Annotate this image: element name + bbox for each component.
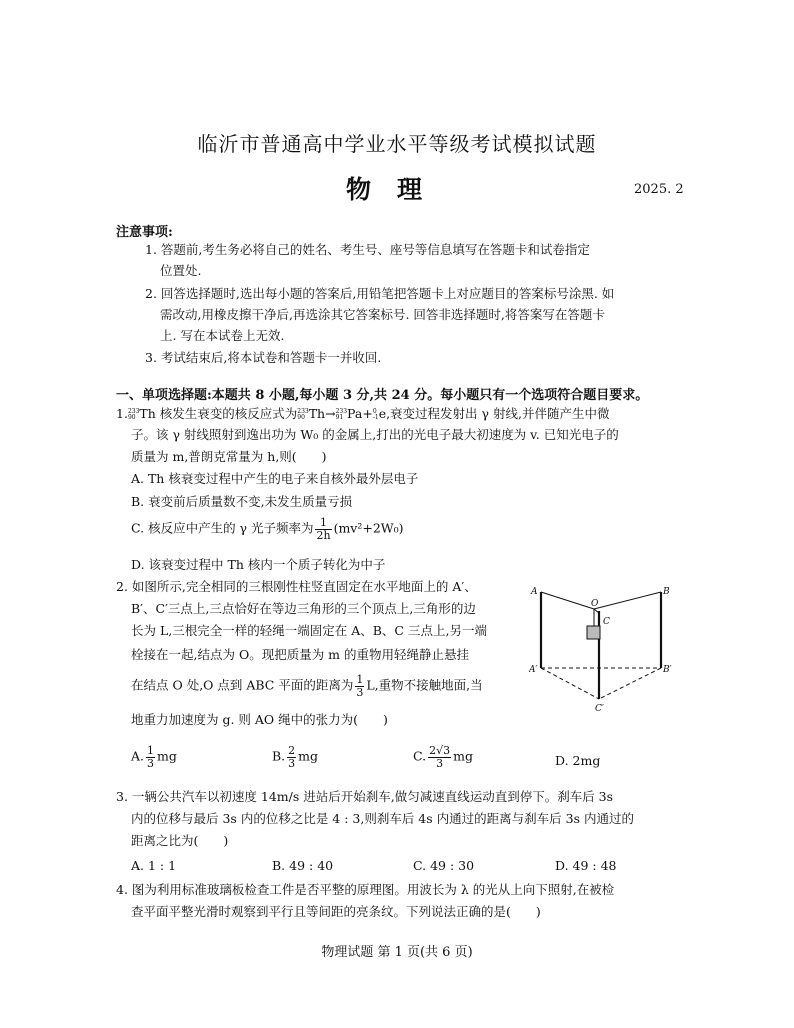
rope-ao bbox=[541, 592, 594, 609]
ground-edge bbox=[541, 668, 599, 699]
option-letter: B. bbox=[272, 748, 286, 764]
question-1-line-1 bbox=[116, 405, 609, 423]
subject-title: 物理 bbox=[345, 175, 448, 204]
nuclide-index: 233 90 bbox=[127, 407, 140, 421]
label-o: O bbox=[591, 599, 599, 609]
fraction-numerator: 1 bbox=[147, 744, 155, 757]
question-2-line-2: B′、C′三点上,三点恰好在等边三角形的三个顶点上,三角形的边 bbox=[131, 601, 476, 616]
q3-option-d: D. 49 : 48 bbox=[555, 858, 617, 873]
fraction-denominator: 3 bbox=[147, 756, 155, 770]
fraction-numerator: 1 bbox=[315, 517, 331, 530]
q1-option-c-text: C. 核反应中产生的 γ 光子频率为 bbox=[131, 520, 314, 536]
question-2-line-5 bbox=[131, 674, 483, 698]
rope-bo bbox=[594, 592, 661, 609]
option-letter: C. bbox=[413, 748, 427, 764]
nuclide-index: 0 -1 bbox=[372, 407, 379, 421]
question-4-line-1: 4. 图为利用标准玻璃板检查工件是否平整的原理图。用波长为 λ 的光从上向下照射,在被检 bbox=[116, 882, 615, 897]
ground-edge bbox=[599, 668, 661, 699]
note-item: 需改动,用橡皮擦干净后,再选涂其它答案标号. 回答非选择题时,将答案写在答题卡 bbox=[160, 307, 605, 322]
q3-option-b: B. 49 : 40 bbox=[272, 858, 334, 873]
q2-text: L,重物不接触地面,当 bbox=[366, 677, 483, 693]
nuclide-index: 233 90 bbox=[297, 407, 309, 421]
notes-heading: 注意事项: bbox=[116, 225, 173, 240]
exam-title: 临沂市普通高中学业水平等级考试模拟试题 bbox=[197, 132, 597, 156]
option-unit: mg bbox=[453, 748, 473, 764]
section-heading: 一、单项选择题:本题共 8 小题,每小题 3 分,共 24 分。每小题只有一个选项符合题目要求。 bbox=[116, 388, 649, 403]
nuclide-index: 233 91 bbox=[335, 407, 348, 421]
fraction bbox=[428, 745, 451, 769]
question-3-line-2: 内的位移与最后 3s 内的位移之比是 4 : 3,则刹车后 4s 内通过的距离与刹车后 3s 内通过的 bbox=[131, 811, 634, 826]
q1-text: Pa+ bbox=[347, 406, 373, 421]
q1-option-a: A. Th 核衰变过程中产生的电子来自核外最外层电子 bbox=[131, 471, 419, 486]
q3-option-c: C. 49 : 30 bbox=[413, 858, 475, 873]
question-3-line-3: 距离之比为( ) bbox=[131, 833, 229, 848]
note-item: 上. 写在本试卷上无效. bbox=[160, 328, 285, 343]
option-unit: mg bbox=[157, 748, 177, 764]
note-item: 位置处. bbox=[160, 263, 202, 278]
option-letter: A. bbox=[131, 748, 145, 764]
question-1-line-3: 质量为 m,普朗克常量为 h,则( ) bbox=[131, 449, 327, 464]
exam-date: 2025. 2 bbox=[634, 182, 684, 197]
fraction-denominator: 2h bbox=[316, 528, 331, 542]
label-c-prime: C′ bbox=[595, 704, 604, 714]
q3-option-a: A. 1 : 1 bbox=[131, 858, 177, 873]
q1-number: 1. bbox=[116, 406, 128, 421]
fraction-numerator: 2√3 bbox=[429, 744, 451, 757]
question-2-line-6: 地重力加速度为 g. 则 AO 绳中的张力为( ) bbox=[131, 712, 388, 727]
q1-option-c bbox=[131, 517, 404, 541]
question-2-line-4: 栓接在一起,结点为 O。现把质量为 m 的重物用轻绳静止悬挂 bbox=[131, 647, 469, 662]
q2-option-c bbox=[413, 745, 473, 769]
pillars-figure bbox=[529, 580, 679, 715]
fraction-numerator: 1 bbox=[356, 673, 364, 686]
q1-option-c-text: (mv²+2W₀) bbox=[333, 520, 404, 536]
note-item: 3. 考试结束后,将本试卷和答题卡一并收回. bbox=[145, 350, 382, 365]
question-4-line-2: 查平面平整光滑时观察到平行且等间距的亮条纹。下列说法正确的是( ) bbox=[131, 904, 541, 919]
note-item: 1. 答题前,考生务必将自己的姓名、考生号、座号等信息填写在答题卡和试卷指定 bbox=[145, 242, 590, 257]
q1-option-b: B. 衰变前后质量数不变,未发生质量亏损 bbox=[131, 494, 353, 509]
q2-text: 在结点 O 处,O 点到 ABC 平面的距离为 bbox=[131, 677, 354, 693]
note-item: 2. 回答选择题时,选出每小题的答案后,用铅笔把答题卡上对应题目的答案标号涂黑. 如 bbox=[145, 286, 615, 301]
page-footer: 物理试题 第 1 页(共 6 页) bbox=[321, 945, 473, 960]
question-2-line-3: 长为 L,三根完全一样的轻绳一端固定在 A、B、C 三点上,另一端 bbox=[131, 623, 487, 638]
fraction bbox=[287, 745, 296, 769]
q1-text: e,衰变过程发射出 γ 射线,并伴随产生中微 bbox=[378, 406, 610, 421]
fraction bbox=[315, 517, 331, 541]
question-1-line-2: 子。该 γ 射线照射到逸出功为 W₀ 的金属上,打出的光电子最大初速度为 v. 已知光电子的 bbox=[131, 427, 619, 442]
fraction bbox=[146, 745, 155, 769]
q1-option-d: D. 该衰变过程中 Th 核内一个质子转化为中子 bbox=[131, 557, 386, 572]
fraction bbox=[355, 674, 364, 698]
q2-option-d: D. 2mg bbox=[555, 753, 601, 768]
question-2-line-1: 2. 如图所示,完全相同的三根刚性柱竖直固定在水平地面上的 A′、 bbox=[116, 579, 477, 594]
label-a: A bbox=[531, 587, 538, 597]
fraction-denominator: 3 bbox=[288, 756, 296, 770]
weight-block bbox=[587, 626, 600, 639]
label-a-prime: A′ bbox=[529, 665, 538, 675]
label-c: C bbox=[603, 617, 610, 627]
question-3-line-1: 3. 一辆公共汽车以初速度 14m/s 进站后开始刹车,做匀减速直线运动直到停下。刹车后 3s bbox=[116, 789, 614, 804]
fraction-numerator: 2 bbox=[288, 744, 296, 757]
label-b: B bbox=[663, 587, 670, 597]
q2-option-b bbox=[272, 745, 318, 769]
option-unit: mg bbox=[298, 748, 319, 764]
q1-text: Th 核发生衰变的核反应式为 bbox=[139, 406, 298, 421]
q2-option-a bbox=[131, 745, 177, 769]
fraction-denominator: 3 bbox=[356, 685, 364, 699]
label-b-prime: B′ bbox=[663, 665, 672, 675]
q1-text: Th→ bbox=[308, 406, 336, 421]
fraction-denominator: 3 bbox=[436, 756, 444, 770]
